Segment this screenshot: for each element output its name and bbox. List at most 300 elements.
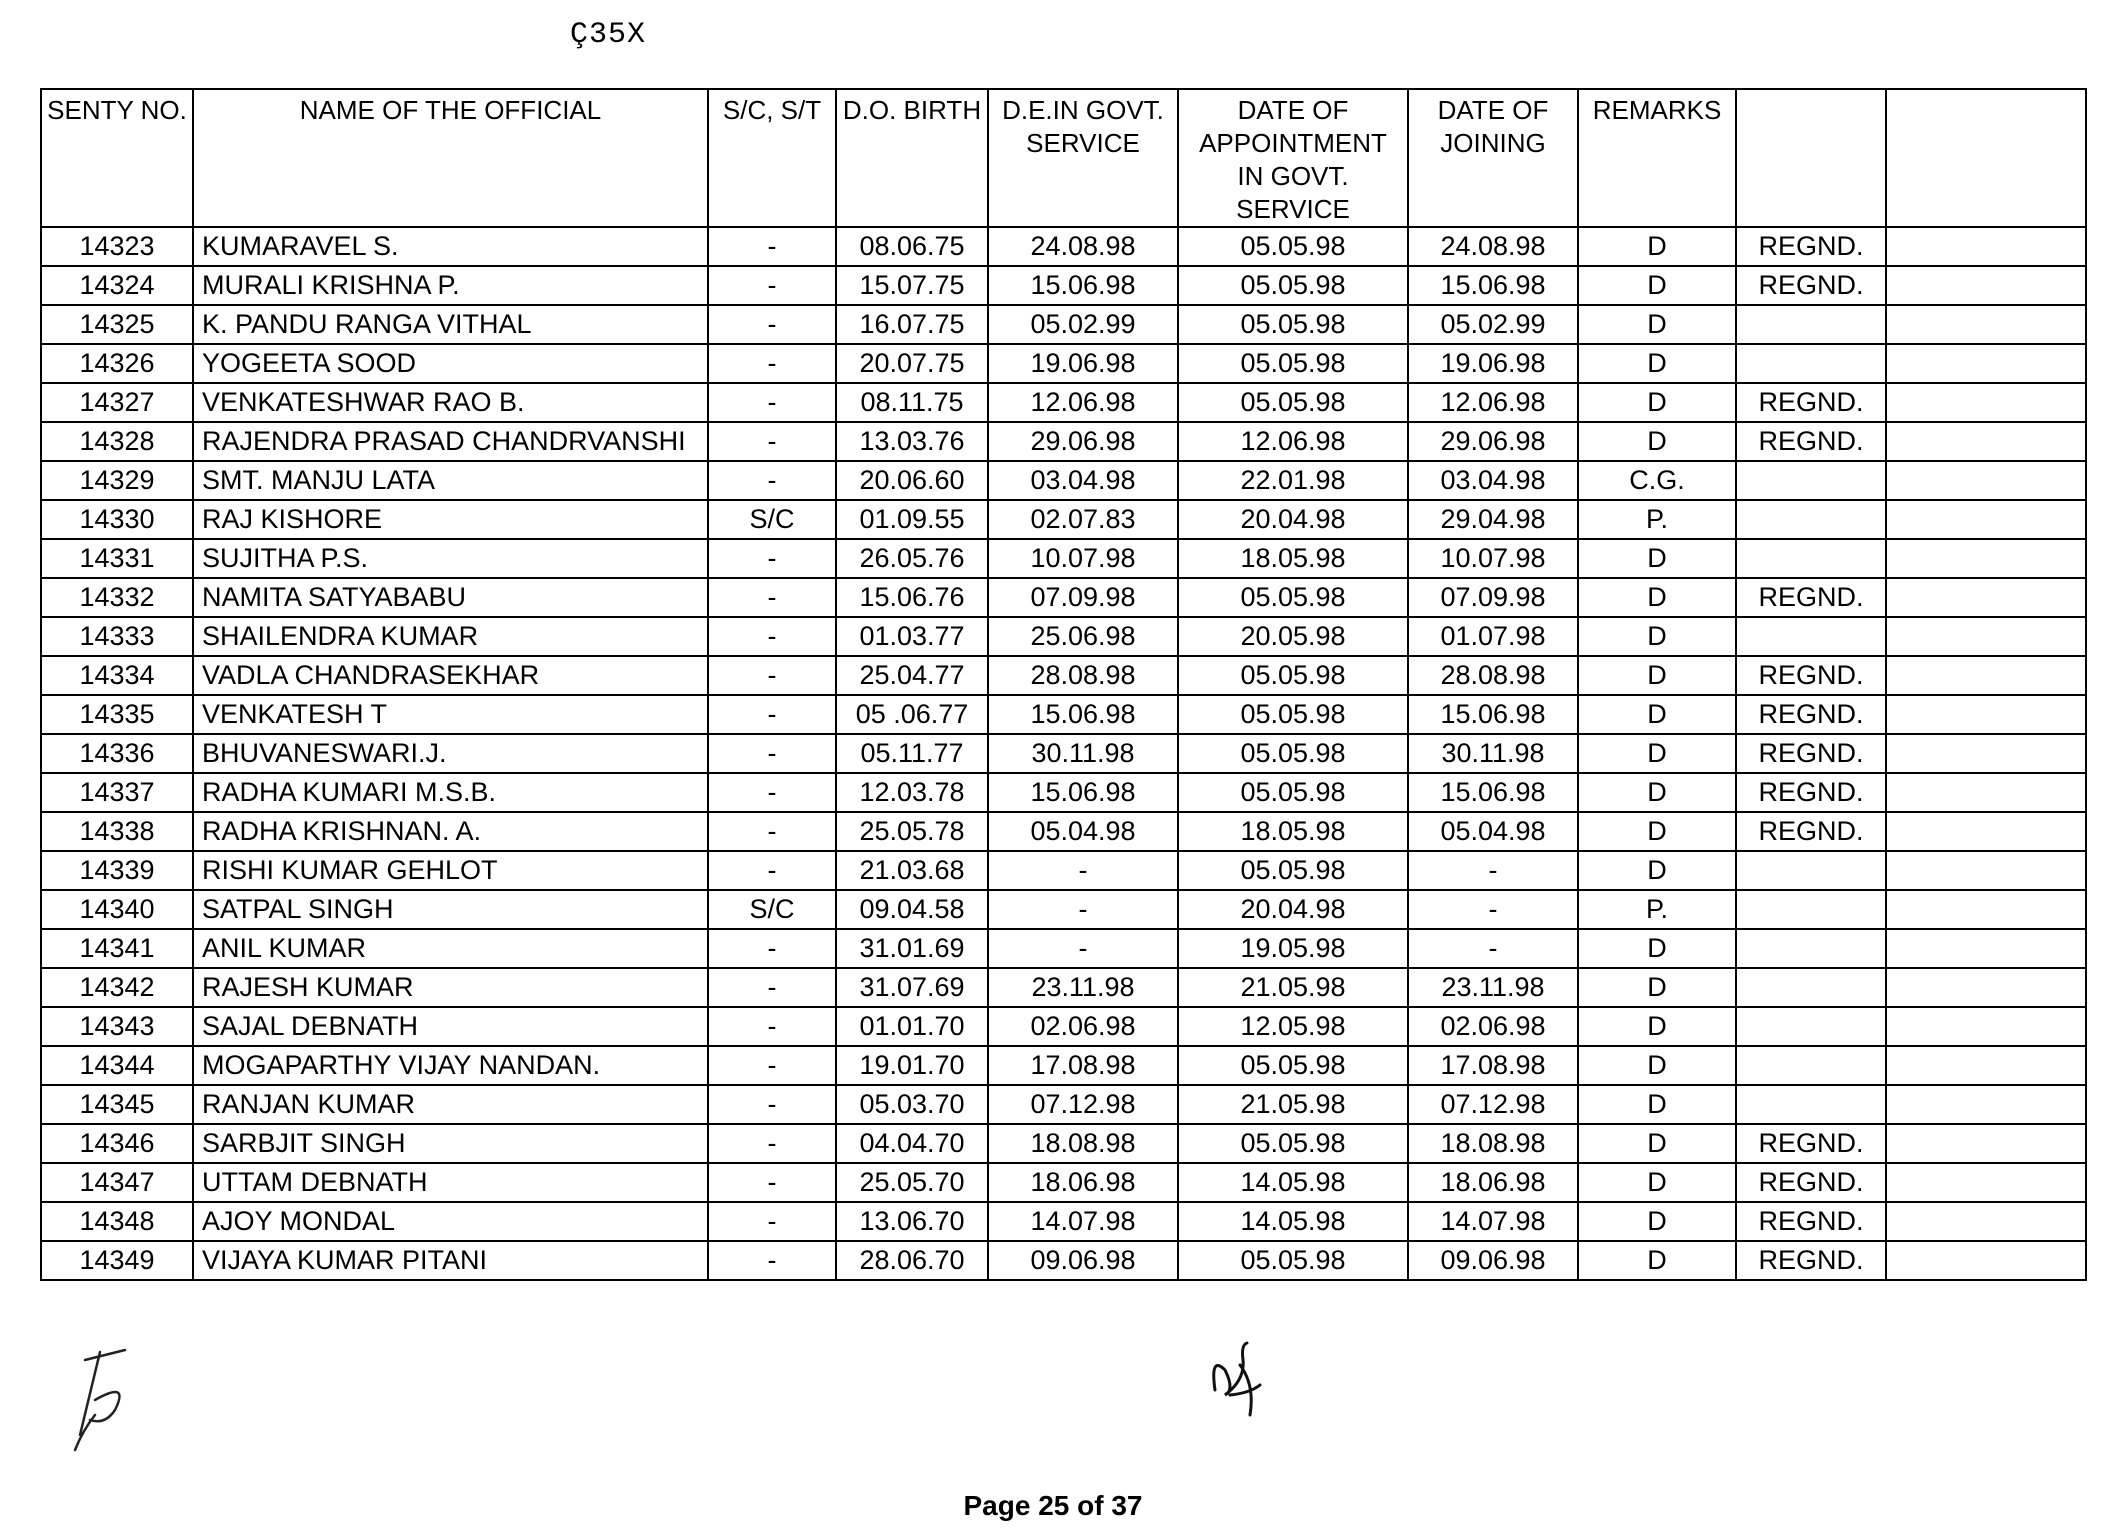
blank-cell — [1886, 422, 2086, 461]
blank-cell — [1886, 1007, 2086, 1046]
registration-cell: REGND. — [1736, 578, 1886, 617]
table-row — [41, 500, 2086, 539]
official-name-cell: RANJAN KUMAR — [193, 1085, 708, 1124]
table-row — [41, 539, 2086, 578]
seniority-table — [40, 88, 2087, 1281]
table-row — [41, 1202, 2086, 1241]
remarks-cell: D — [1578, 812, 1736, 851]
blank-cell — [1886, 1124, 2086, 1163]
date-of-joining-cell: - — [1408, 890, 1578, 929]
senty-no-cell: 14347 — [41, 1163, 193, 1202]
senty-no-cell: 14332 — [41, 578, 193, 617]
registration-cell — [1736, 1007, 1886, 1046]
table-row — [41, 266, 2086, 305]
date-of-joining-cell: 01.07.98 — [1408, 617, 1578, 656]
date-of-joining-cell: 15.06.98 — [1408, 266, 1578, 305]
official-name-cell: VENKATESHWAR RAO B. — [193, 383, 708, 422]
date-of-appointment-cell: 14.05.98 — [1178, 1163, 1408, 1202]
dob-cell: 15.07.75 — [836, 266, 988, 305]
blank-cell — [1886, 1241, 2086, 1280]
table-row — [41, 890, 2086, 929]
de-govt-service-cell: 07.09.98 — [988, 578, 1178, 617]
official-name-cell: MURALI KRISHNA P. — [193, 266, 708, 305]
remarks-cell: D — [1578, 1202, 1736, 1241]
blank-cell — [1886, 461, 2086, 500]
de-govt-service-cell: 18.06.98 — [988, 1163, 1178, 1202]
remarks-cell: D — [1578, 305, 1736, 344]
table-row — [41, 773, 2086, 812]
registration-cell — [1736, 344, 1886, 383]
sc-st-cell: - — [708, 1124, 836, 1163]
sc-st-cell: - — [708, 968, 836, 1007]
date-of-joining-cell: 14.07.98 — [1408, 1202, 1578, 1241]
blank-cell — [1886, 539, 2086, 578]
header-date-of-joining: DATE OF JOINING — [1408, 89, 1578, 227]
registration-cell: REGND. — [1736, 227, 1886, 266]
official-name-cell: SUJITHA P.S. — [193, 539, 708, 578]
table-row — [41, 617, 2086, 656]
date-of-joining-cell: 29.04.98 — [1408, 500, 1578, 539]
senty-no-cell: 14343 — [41, 1007, 193, 1046]
senty-no-cell: 14333 — [41, 617, 193, 656]
table-row — [41, 929, 2086, 968]
table-row — [41, 1124, 2086, 1163]
senty-no-cell: 14338 — [41, 812, 193, 851]
official-name-cell: RAJ KISHORE — [193, 500, 708, 539]
official-name-cell: NAMITA SATYABABU — [193, 578, 708, 617]
table-row — [41, 851, 2086, 890]
date-of-appointment-cell: 20.05.98 — [1178, 617, 1408, 656]
date-of-joining-cell: 23.11.98 — [1408, 968, 1578, 1007]
senty-no-cell: 14324 — [41, 266, 193, 305]
registration-cell: REGND. — [1736, 422, 1886, 461]
blank-cell — [1886, 734, 2086, 773]
table-row — [41, 383, 2086, 422]
registration-cell — [1736, 929, 1886, 968]
table-row — [41, 695, 2086, 734]
senty-no-cell: 14341 — [41, 929, 193, 968]
blank-cell — [1886, 812, 2086, 851]
date-of-appointment-cell: 14.05.98 — [1178, 1202, 1408, 1241]
date-of-appointment-cell: 18.05.98 — [1178, 812, 1408, 851]
remarks-cell: D — [1578, 422, 1736, 461]
date-of-appointment-cell: 05.05.98 — [1178, 1046, 1408, 1085]
remarks-cell: D — [1578, 773, 1736, 812]
de-govt-service-cell: - — [988, 851, 1178, 890]
sc-st-cell: - — [708, 266, 836, 305]
registration-cell — [1736, 539, 1886, 578]
header-name: NAME OF THE OFFICIAL — [193, 89, 708, 227]
blank-cell — [1886, 266, 2086, 305]
de-govt-service-cell: 28.08.98 — [988, 656, 1178, 695]
table-row — [41, 1085, 2086, 1124]
dob-cell: 13.03.76 — [836, 422, 988, 461]
sc-st-cell: - — [708, 929, 836, 968]
dob-cell: 25.05.70 — [836, 1163, 988, 1202]
dob-cell: 05.03.70 — [836, 1085, 988, 1124]
official-name-cell: YOGEETA SOOD — [193, 344, 708, 383]
registration-cell: REGND. — [1736, 656, 1886, 695]
date-of-appointment-cell: 05.05.98 — [1178, 656, 1408, 695]
official-name-cell: VENKATESH T — [193, 695, 708, 734]
registration-cell — [1736, 461, 1886, 500]
official-name-cell: MOGAPARTHY VIJAY NANDAN. — [193, 1046, 708, 1085]
sc-st-cell: - — [708, 1241, 836, 1280]
official-name-cell: SARBJIT SINGH — [193, 1124, 708, 1163]
date-of-appointment-cell: 22.01.98 — [1178, 461, 1408, 500]
remarks-cell: D — [1578, 1163, 1736, 1202]
de-govt-service-cell: 19.06.98 — [988, 344, 1178, 383]
remarks-cell: D — [1578, 1241, 1736, 1280]
blank-cell — [1886, 890, 2086, 929]
table-row — [41, 812, 2086, 851]
date-of-appointment-cell: 05.05.98 — [1178, 1124, 1408, 1163]
date-of-joining-cell: 05.02.99 — [1408, 305, 1578, 344]
dob-cell: 25.05.78 — [836, 812, 988, 851]
de-govt-service-cell: 07.12.98 — [988, 1085, 1178, 1124]
registration-cell — [1736, 1046, 1886, 1085]
date-of-appointment-cell: 21.05.98 — [1178, 1085, 1408, 1124]
sc-st-cell: - — [708, 1202, 836, 1241]
sc-st-cell: S/C — [708, 890, 836, 929]
header-sc-st: S/C, S/T — [708, 89, 836, 227]
de-govt-service-cell: 23.11.98 — [988, 968, 1178, 1007]
sc-st-cell: - — [708, 734, 836, 773]
official-name-cell: RAJESH KUMAR — [193, 968, 708, 1007]
registration-cell — [1736, 305, 1886, 344]
de-govt-service-cell: 15.06.98 — [988, 266, 1178, 305]
date-of-appointment-cell: 05.05.98 — [1178, 305, 1408, 344]
table-row — [41, 227, 2086, 266]
table-header-row — [41, 89, 2086, 227]
sc-st-cell: S/C — [708, 500, 836, 539]
dob-cell: 01.01.70 — [836, 1007, 988, 1046]
table-row — [41, 1241, 2086, 1280]
official-name-cell: SMT. MANJU LATA — [193, 461, 708, 500]
blank-cell — [1886, 1202, 2086, 1241]
de-govt-service-cell: 12.06.98 — [988, 383, 1178, 422]
registration-cell — [1736, 851, 1886, 890]
date-of-appointment-cell: 05.05.98 — [1178, 383, 1408, 422]
date-of-joining-cell: 19.06.98 — [1408, 344, 1578, 383]
dob-cell: 19.01.70 — [836, 1046, 988, 1085]
date-of-joining-cell: 17.08.98 — [1408, 1046, 1578, 1085]
date-of-joining-cell: 15.06.98 — [1408, 773, 1578, 812]
remarks-cell: D — [1578, 227, 1736, 266]
remarks-cell: D — [1578, 1124, 1736, 1163]
header-date-of-appointment: DATE OF APPOINTMENT IN GOVT. SERVICE — [1178, 89, 1408, 227]
sc-st-cell: - — [708, 305, 836, 344]
remarks-cell: P. — [1578, 890, 1736, 929]
dob-cell: 25.04.77 — [836, 656, 988, 695]
date-of-appointment-cell: 05.05.98 — [1178, 1241, 1408, 1280]
date-of-appointment-cell: 05.05.98 — [1178, 773, 1408, 812]
registration-cell: REGND. — [1736, 695, 1886, 734]
de-govt-service-cell: 03.04.98 — [988, 461, 1178, 500]
dob-cell: 12.03.78 — [836, 773, 988, 812]
page-number: Page 25 of 37 — [963, 1490, 1143, 1521]
date-of-joining-cell: 02.06.98 — [1408, 1007, 1578, 1046]
sc-st-cell: - — [708, 617, 836, 656]
dob-cell: 01.03.77 — [836, 617, 988, 656]
official-name-cell: ANIL KUMAR — [193, 929, 708, 968]
document-stamp-code: Ç35X — [570, 18, 647, 52]
official-name-cell: VADLA CHANDRASEKHAR — [193, 656, 708, 695]
de-govt-service-cell: 24.08.98 — [988, 227, 1178, 266]
remarks-cell: D — [1578, 656, 1736, 695]
senty-no-cell: 14349 — [41, 1241, 193, 1280]
date-of-joining-cell: - — [1408, 851, 1578, 890]
sc-st-cell: - — [708, 344, 836, 383]
remarks-cell: D — [1578, 695, 1736, 734]
official-name-cell: BHUVANESWARI.J. — [193, 734, 708, 773]
remarks-cell: D — [1578, 851, 1736, 890]
dob-cell: 04.04.70 — [836, 1124, 988, 1163]
date-of-appointment-cell: 05.05.98 — [1178, 851, 1408, 890]
header-blank-2 — [1886, 89, 2086, 227]
de-govt-service-cell: 15.06.98 — [988, 773, 1178, 812]
de-govt-service-cell: 15.06.98 — [988, 695, 1178, 734]
header-remarks: REMARKS — [1578, 89, 1736, 227]
registration-cell: REGND. — [1736, 734, 1886, 773]
table-row — [41, 305, 2086, 344]
de-govt-service-cell: 02.07.83 — [988, 500, 1178, 539]
official-name-cell: SHAILENDRA KUMAR — [193, 617, 708, 656]
dob-cell: 15.06.76 — [836, 578, 988, 617]
de-govt-service-cell: 02.06.98 — [988, 1007, 1178, 1046]
de-govt-service-cell: 17.08.98 — [988, 1046, 1178, 1085]
sc-st-cell: - — [708, 656, 836, 695]
date-of-joining-cell: 15.06.98 — [1408, 695, 1578, 734]
date-of-joining-cell: 29.06.98 — [1408, 422, 1578, 461]
dob-cell: 01.09.55 — [836, 500, 988, 539]
date-of-appointment-cell: 05.05.98 — [1178, 344, 1408, 383]
blank-cell — [1886, 929, 2086, 968]
date-of-appointment-cell: 19.05.98 — [1178, 929, 1408, 968]
registration-cell: REGND. — [1736, 773, 1886, 812]
remarks-cell: D — [1578, 734, 1736, 773]
sc-st-cell: - — [708, 539, 836, 578]
de-govt-service-cell: - — [988, 890, 1178, 929]
header-blank-1 — [1736, 89, 1886, 227]
official-name-cell: K. PANDU RANGA VITHAL — [193, 305, 708, 344]
table-row — [41, 578, 2086, 617]
senty-no-cell: 14339 — [41, 851, 193, 890]
de-govt-service-cell: 29.06.98 — [988, 422, 1178, 461]
dob-cell: 13.06.70 — [836, 1202, 988, 1241]
date-of-appointment-cell: 05.05.98 — [1178, 734, 1408, 773]
dob-cell: 21.03.68 — [836, 851, 988, 890]
remarks-cell: D — [1578, 383, 1736, 422]
date-of-joining-cell: 10.07.98 — [1408, 539, 1578, 578]
dob-cell: 20.06.60 — [836, 461, 988, 500]
date-of-joining-cell: 03.04.98 — [1408, 461, 1578, 500]
senty-no-cell: 14348 — [41, 1202, 193, 1241]
dob-cell: 08.11.75 — [836, 383, 988, 422]
sc-st-cell: - — [708, 461, 836, 500]
senty-no-cell: 14326 — [41, 344, 193, 383]
dob-cell: 05 .06.77 — [836, 695, 988, 734]
table-body — [41, 227, 2086, 1280]
remarks-cell: C.G. — [1578, 461, 1736, 500]
registration-cell: REGND. — [1736, 1124, 1886, 1163]
date-of-appointment-cell: 05.05.98 — [1178, 578, 1408, 617]
remarks-cell: D — [1578, 929, 1736, 968]
senty-no-cell: 14335 — [41, 695, 193, 734]
blank-cell — [1886, 695, 2086, 734]
senty-no-cell: 14330 — [41, 500, 193, 539]
date-of-joining-cell: 12.06.98 — [1408, 383, 1578, 422]
date-of-appointment-cell: 12.05.98 — [1178, 1007, 1408, 1046]
sc-st-cell: - — [708, 578, 836, 617]
blank-cell — [1886, 1046, 2086, 1085]
date-of-joining-cell: 07.12.98 — [1408, 1085, 1578, 1124]
signature-middle-icon — [1195, 1335, 1275, 1420]
blank-cell — [1886, 1085, 2086, 1124]
table-row — [41, 422, 2086, 461]
sc-st-cell: - — [708, 1046, 836, 1085]
remarks-cell: D — [1578, 1046, 1736, 1085]
registration-cell — [1736, 1085, 1886, 1124]
date-of-appointment-cell: 20.04.98 — [1178, 500, 1408, 539]
senty-no-cell: 14328 — [41, 422, 193, 461]
senty-no-cell: 14325 — [41, 305, 193, 344]
registration-cell: REGND. — [1736, 1202, 1886, 1241]
senty-no-cell: 14327 — [41, 383, 193, 422]
official-name-cell: KUMARAVEL S. — [193, 227, 708, 266]
dob-cell: 20.07.75 — [836, 344, 988, 383]
date-of-appointment-cell: 12.06.98 — [1178, 422, 1408, 461]
senty-no-cell: 14334 — [41, 656, 193, 695]
dob-cell: 05.11.77 — [836, 734, 988, 773]
date-of-joining-cell: 07.09.98 — [1408, 578, 1578, 617]
remarks-cell: D — [1578, 266, 1736, 305]
sc-st-cell: - — [708, 227, 836, 266]
table-row — [41, 734, 2086, 773]
dob-cell: 28.06.70 — [836, 1241, 988, 1280]
official-name-cell: RAJENDRA PRASAD CHANDRVANSHI — [193, 422, 708, 461]
de-govt-service-cell: - — [988, 929, 1178, 968]
registration-cell — [1736, 500, 1886, 539]
sc-st-cell: - — [708, 1007, 836, 1046]
senty-no-cell: 14337 — [41, 773, 193, 812]
table-row — [41, 461, 2086, 500]
header-de-govt-service: D.E.IN GOVT. SERVICE — [988, 89, 1178, 227]
remarks-cell: P. — [1578, 500, 1736, 539]
remarks-cell: D — [1578, 617, 1736, 656]
sc-st-cell: - — [708, 851, 836, 890]
sc-st-cell: - — [708, 695, 836, 734]
official-name-cell: AJOY MONDAL — [193, 1202, 708, 1241]
table-row — [41, 1007, 2086, 1046]
senty-no-cell: 14342 — [41, 968, 193, 1007]
de-govt-service-cell: 10.07.98 — [988, 539, 1178, 578]
registration-cell: REGND. — [1736, 812, 1886, 851]
sc-st-cell: - — [708, 422, 836, 461]
date-of-joining-cell: 05.04.98 — [1408, 812, 1578, 851]
date-of-joining-cell: 24.08.98 — [1408, 227, 1578, 266]
header-senty-no: SENTY NO. — [41, 89, 193, 227]
official-name-cell: VIJAYA KUMAR PITANI — [193, 1241, 708, 1280]
date-of-appointment-cell: 18.05.98 — [1178, 539, 1408, 578]
senty-no-cell: 14344 — [41, 1046, 193, 1085]
de-govt-service-cell: 30.11.98 — [988, 734, 1178, 773]
date-of-joining-cell: 18.06.98 — [1408, 1163, 1578, 1202]
date-of-joining-cell: 28.08.98 — [1408, 656, 1578, 695]
remarks-cell: D — [1578, 578, 1736, 617]
blank-cell — [1886, 227, 2086, 266]
sc-st-cell: - — [708, 773, 836, 812]
table-row — [41, 1163, 2086, 1202]
blank-cell — [1886, 500, 2086, 539]
official-name-cell: RISHI KUMAR GEHLOT — [193, 851, 708, 890]
date-of-joining-cell: 30.11.98 — [1408, 734, 1578, 773]
official-name-cell: RADHA KRISHNAN. A. — [193, 812, 708, 851]
de-govt-service-cell: 05.02.99 — [988, 305, 1178, 344]
registration-cell: REGND. — [1736, 383, 1886, 422]
official-name-cell: UTTAM DEBNATH — [193, 1163, 708, 1202]
blank-cell — [1886, 968, 2086, 1007]
de-govt-service-cell: 09.06.98 — [988, 1241, 1178, 1280]
de-govt-service-cell: 25.06.98 — [988, 617, 1178, 656]
blank-cell — [1886, 851, 2086, 890]
senty-no-cell: 14329 — [41, 461, 193, 500]
senty-no-cell: 14336 — [41, 734, 193, 773]
remarks-cell: D — [1578, 539, 1736, 578]
date-of-appointment-cell: 05.05.98 — [1178, 227, 1408, 266]
date-of-appointment-cell: 21.05.98 — [1178, 968, 1408, 1007]
blank-cell — [1886, 383, 2086, 422]
dob-cell: 16.07.75 — [836, 305, 988, 344]
sc-st-cell: - — [708, 383, 836, 422]
de-govt-service-cell: 05.04.98 — [988, 812, 1178, 851]
signature-left-icon — [55, 1340, 155, 1455]
table-row — [41, 656, 2086, 695]
date-of-appointment-cell: 20.04.98 — [1178, 890, 1408, 929]
senty-no-cell: 14345 — [41, 1085, 193, 1124]
senty-no-cell: 14340 — [41, 890, 193, 929]
de-govt-service-cell: 14.07.98 — [988, 1202, 1178, 1241]
table-row — [41, 968, 2086, 1007]
table-row — [41, 1046, 2086, 1085]
official-name-cell: SAJAL DEBNATH — [193, 1007, 708, 1046]
blank-cell — [1886, 578, 2086, 617]
date-of-joining-cell: 18.08.98 — [1408, 1124, 1578, 1163]
header-dob: D.O. BIRTH — [836, 89, 988, 227]
sc-st-cell: - — [708, 812, 836, 851]
de-govt-service-cell: 18.08.98 — [988, 1124, 1178, 1163]
date-of-joining-cell: - — [1408, 929, 1578, 968]
official-name-cell: RADHA KUMARI M.S.B. — [193, 773, 708, 812]
date-of-appointment-cell: 05.05.98 — [1178, 695, 1408, 734]
blank-cell — [1886, 617, 2086, 656]
senty-no-cell: 14323 — [41, 227, 193, 266]
dob-cell: 26.05.76 — [836, 539, 988, 578]
remarks-cell: D — [1578, 1007, 1736, 1046]
blank-cell — [1886, 305, 2086, 344]
registration-cell: REGND. — [1736, 266, 1886, 305]
table-row — [41, 344, 2086, 383]
sc-st-cell: - — [708, 1163, 836, 1202]
official-name-cell: SATPAL SINGH — [193, 890, 708, 929]
registration-cell — [1736, 617, 1886, 656]
blank-cell — [1886, 1163, 2086, 1202]
date-of-appointment-cell: 05.05.98 — [1178, 266, 1408, 305]
registration-cell: REGND. — [1736, 1241, 1886, 1280]
remarks-cell: D — [1578, 1085, 1736, 1124]
dob-cell: 31.07.69 — [836, 968, 988, 1007]
registration-cell — [1736, 968, 1886, 1007]
